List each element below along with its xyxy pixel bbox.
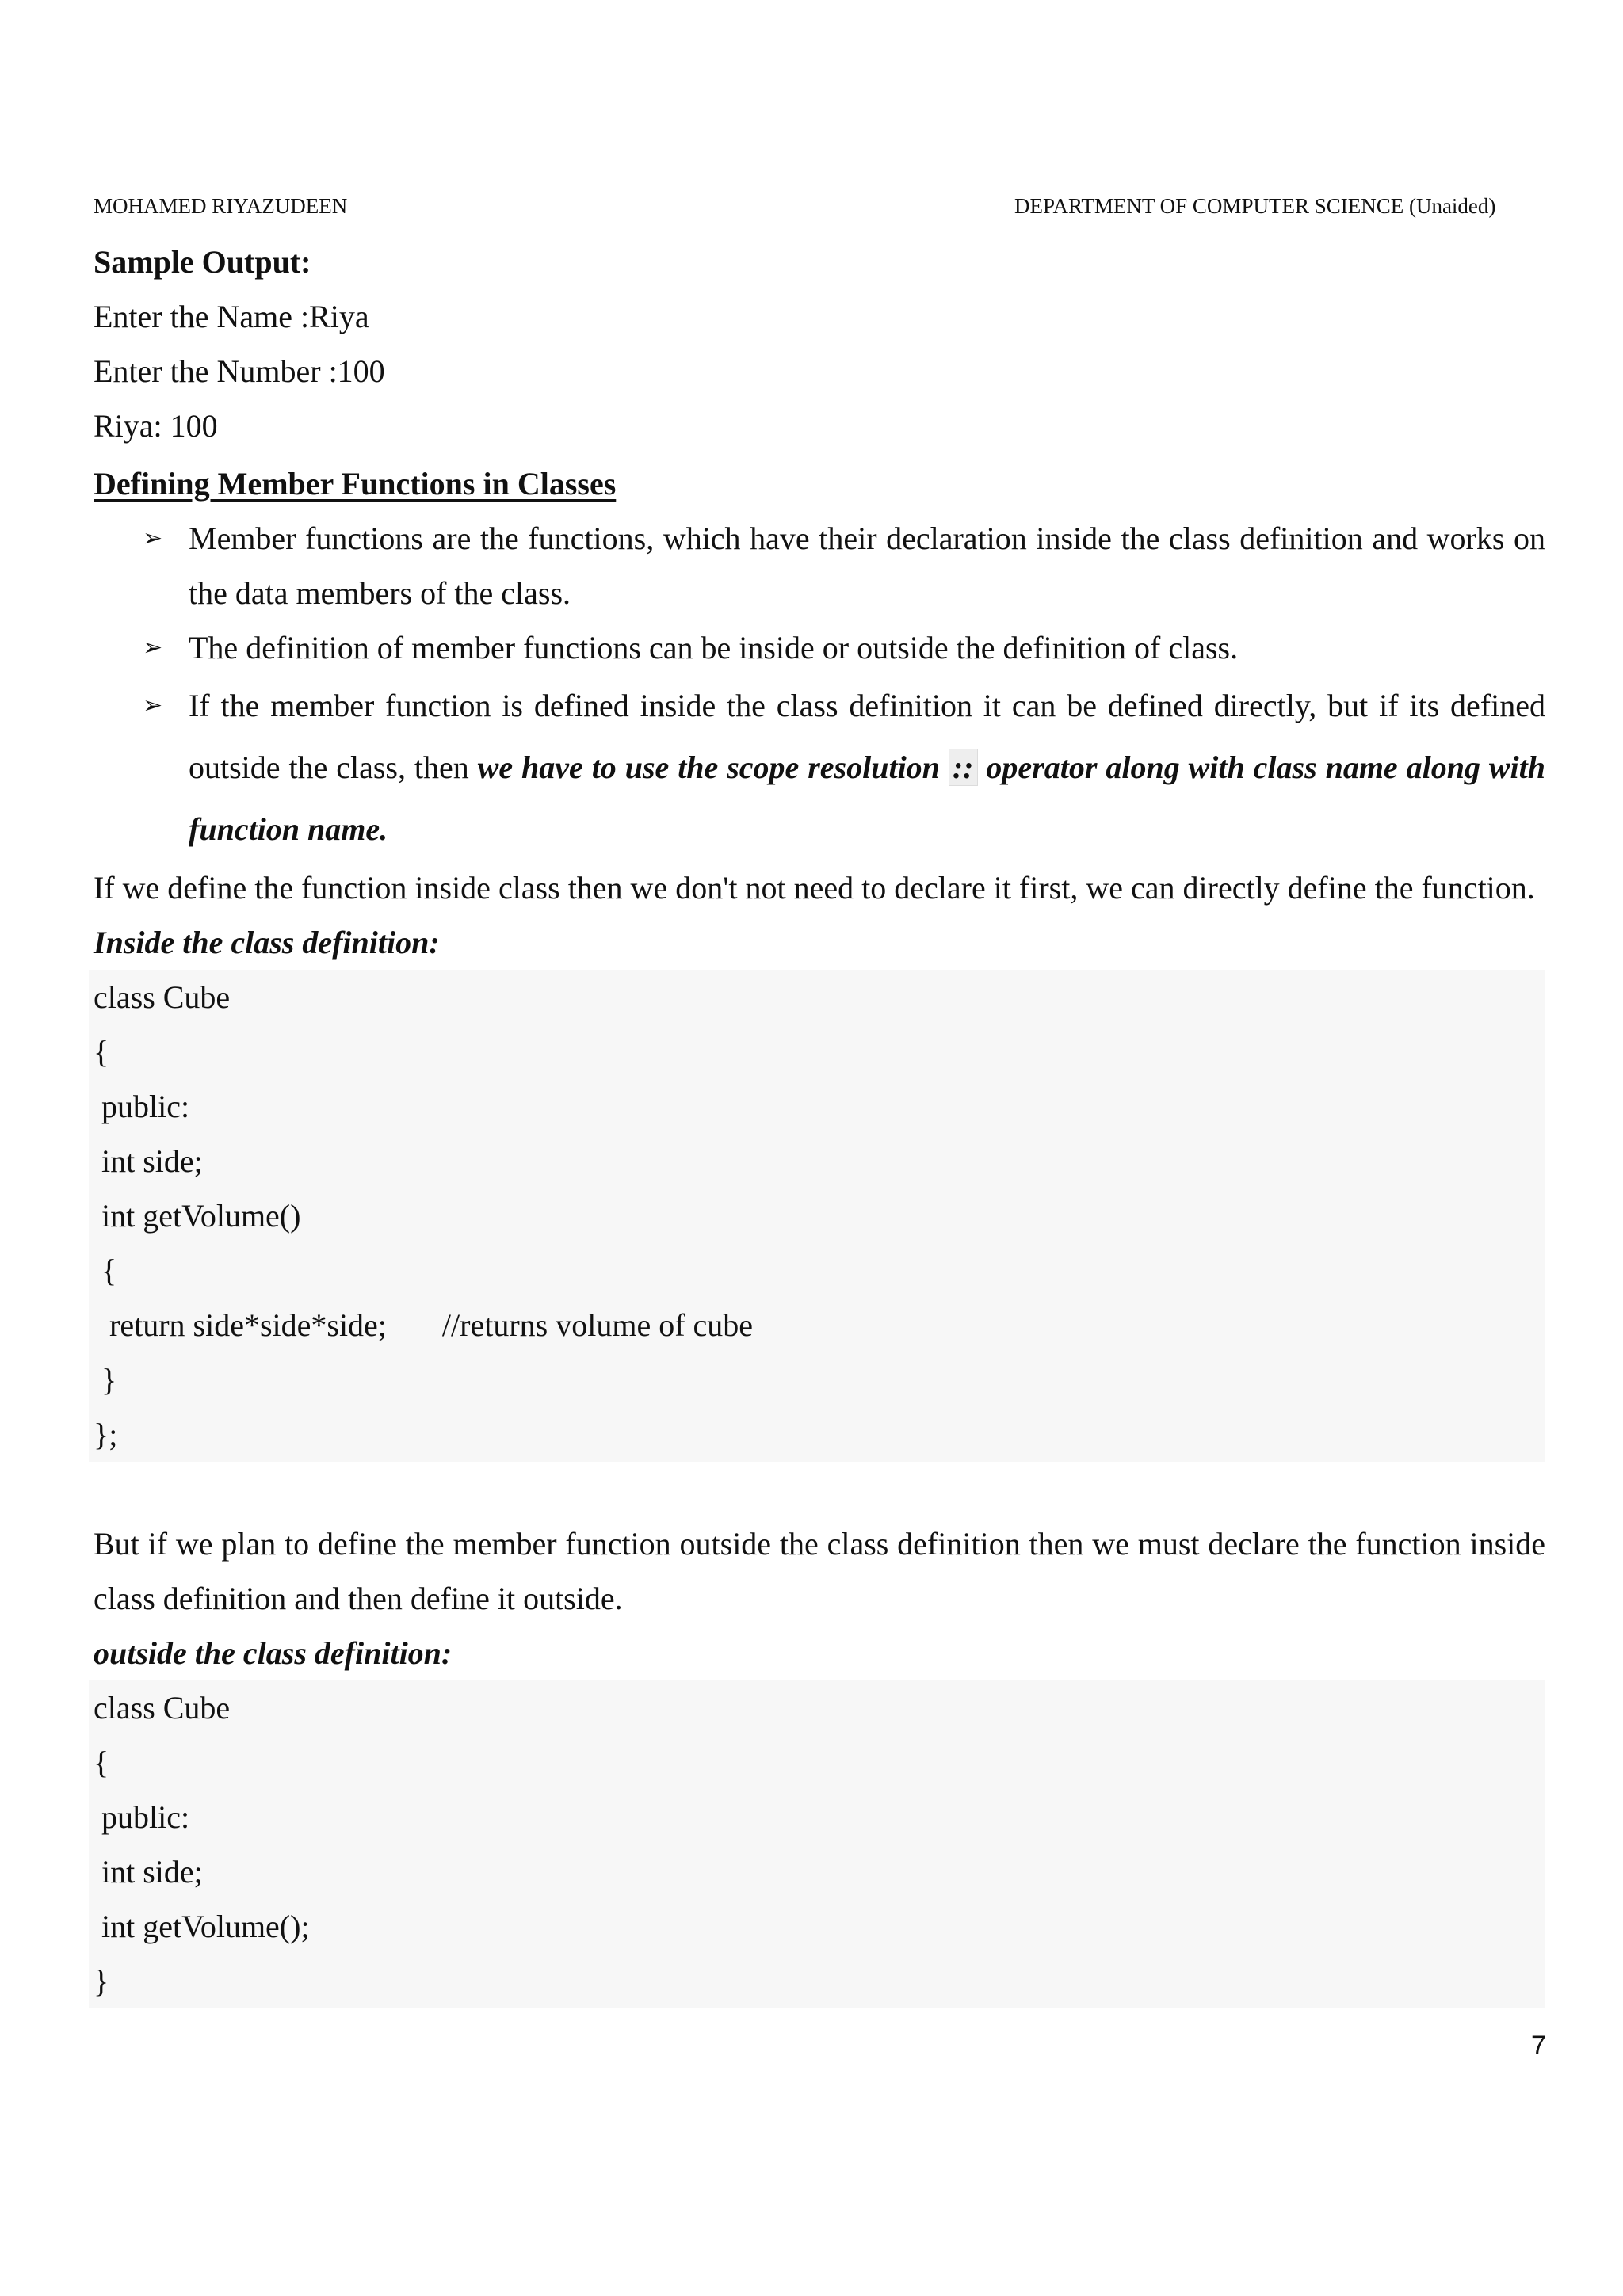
code-block-inside xyxy=(89,970,1545,1462)
code-comment: //returns volume of cube xyxy=(441,1307,754,1343)
paragraph-line: class definition and then define it outside. xyxy=(94,1581,623,1616)
code-line: int getVolume(); xyxy=(94,1909,310,1944)
sample-output-line: Enter the Name :Riya xyxy=(94,299,369,334)
code-line: class Cube xyxy=(94,1690,231,1726)
emphasis-text: operator along with class name along with xyxy=(986,749,1546,785)
sample-output-title: Sample Output: xyxy=(94,244,311,280)
code-line xyxy=(94,1298,1545,1352)
outside-definition-label: outside the class definition: xyxy=(94,1635,453,1671)
bullet-text xyxy=(189,737,1545,799)
code-line: { xyxy=(94,1745,109,1780)
code-line: int side; xyxy=(94,1854,203,1890)
bullet-item xyxy=(94,511,1545,620)
bullet-item xyxy=(94,675,1545,860)
paragraph xyxy=(94,1516,1545,1626)
bullet-text: Member functions are the functions, which have their declaration inside the class definition and works on xyxy=(189,521,1545,556)
code-line: { xyxy=(94,1253,117,1288)
scope-operator: :: xyxy=(949,749,978,786)
sample-output-line: Riya: 100 xyxy=(94,408,218,444)
code-line: } xyxy=(94,1963,109,1999)
code-line: class Cube xyxy=(94,979,231,1015)
arrow-bullet-icon: ➢ xyxy=(143,524,163,552)
emphasis-text: we have to use the scope resolution xyxy=(477,749,940,785)
section-heading: Defining Member Functions in Classes xyxy=(94,466,617,502)
page-number: 7 xyxy=(1531,2031,1546,2061)
bullet-text: the data members of the class. xyxy=(189,575,571,611)
code-line: public: xyxy=(94,1799,190,1835)
spacer xyxy=(94,1462,1545,1516)
code-line: int getVolume() xyxy=(94,1198,301,1234)
bullet-text-plain: outside the class, then xyxy=(189,749,478,785)
arrow-bullet-icon: ➢ xyxy=(143,692,163,719)
code-line: }; xyxy=(94,1417,118,1452)
paragraph: If we define the function inside class then we don't not need to declare it first, we can directly define the function. xyxy=(94,870,1535,906)
inside-definition-label: Inside the class definition: xyxy=(94,925,440,960)
page-content xyxy=(94,235,1545,2008)
code-line: public: xyxy=(94,1089,190,1124)
code-block-outside xyxy=(89,1680,1545,2008)
header-author: MOHAMED RIYAZUDEEN xyxy=(94,194,348,218)
sample-output-line: Enter the Number :100 xyxy=(94,353,385,389)
arrow-bullet-icon: ➢ xyxy=(143,634,163,662)
code-line: } xyxy=(94,1362,117,1398)
code-line: { xyxy=(94,1034,109,1070)
code-line: int side; xyxy=(94,1143,203,1179)
emphasis-text: function name. xyxy=(189,811,388,847)
bullet-item xyxy=(94,620,1545,675)
paragraph-line: But if we plan to define the member function outside the class definition then we must declare the function inside xyxy=(94,1526,1545,1562)
bullet-text: If the member function is defined inside the class definition it can be defined directly, but if its defined xyxy=(189,688,1545,723)
code-statement: return side*side*side; xyxy=(94,1307,387,1343)
header-department: DEPARTMENT OF COMPUTER SCIENCE (Unaided) xyxy=(1014,194,1496,218)
bullet-text: The definition of member functions can be inside or outside the definition of class. xyxy=(189,630,1239,666)
